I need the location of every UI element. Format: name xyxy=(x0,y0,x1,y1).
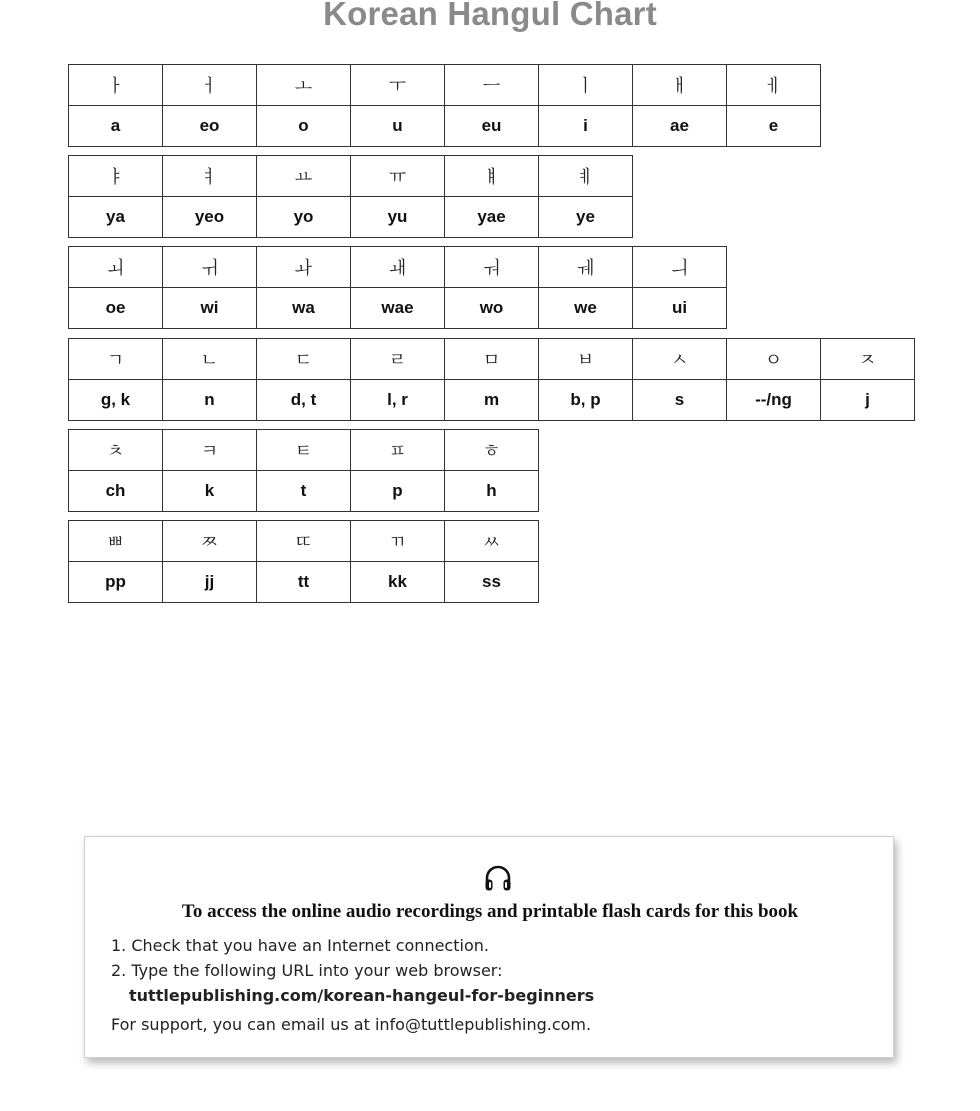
romanization-cell: u xyxy=(351,106,445,147)
romanization-cell: oe xyxy=(69,288,163,329)
vowel-table-y xyxy=(68,155,633,238)
romanization-cell: eo xyxy=(163,106,257,147)
hangul-cell: ㅆ xyxy=(445,521,539,562)
hangul-cell: ㅞ xyxy=(539,247,633,288)
instruction-step-2: 2. Type the following URL into your web browser: xyxy=(111,961,503,980)
support-email-text: For support, you can email us at info@tuttlepublishing.com. xyxy=(111,1015,592,1034)
hangul-cell: ㅑ xyxy=(69,156,163,197)
hangul-cell: ㄸ xyxy=(257,521,351,562)
hangul-cell: ㅚ xyxy=(69,247,163,288)
romanization-cell: l, r xyxy=(351,380,445,421)
romanization-cell: wo xyxy=(445,288,539,329)
romanization-cell: pp xyxy=(69,562,163,603)
hangul-row xyxy=(69,65,821,106)
hangul-cell: ㅔ xyxy=(727,65,821,106)
hangul-cell: ㅝ xyxy=(445,247,539,288)
romanization-cell: e xyxy=(727,106,821,147)
hangul-cell: ㅁ xyxy=(445,339,539,380)
romanization-cell: wae xyxy=(351,288,445,329)
romanization-cell: ya xyxy=(69,197,163,238)
hangul-cell: ㄷ xyxy=(257,339,351,380)
romanization-cell: i xyxy=(539,106,633,147)
roman-row xyxy=(69,562,539,603)
hangul-cell: ㅣ xyxy=(539,65,633,106)
hangul-cell: ㅘ xyxy=(257,247,351,288)
hangul-row xyxy=(69,247,727,288)
roman-row xyxy=(69,288,727,329)
hangul-cell: ㅋ xyxy=(163,430,257,471)
romanization-cell: b, p xyxy=(539,380,633,421)
hangul-cell: ㅕ xyxy=(163,156,257,197)
romanization-cell: eu xyxy=(445,106,539,147)
hangul-cell: ㅐ xyxy=(633,65,727,106)
hangul-row xyxy=(69,430,539,471)
roman-row xyxy=(69,106,821,147)
hangul-row xyxy=(69,339,915,380)
romanization-cell: a xyxy=(69,106,163,147)
romanization-cell: yu xyxy=(351,197,445,238)
romanization-cell: kk xyxy=(351,562,445,603)
romanization-cell: tt xyxy=(257,562,351,603)
hangul-cell: ㅒ xyxy=(445,156,539,197)
romanization-cell: o xyxy=(257,106,351,147)
online-access-box xyxy=(84,836,894,1058)
romanization-cell: wa xyxy=(257,288,351,329)
hangul-cell: ㅈ xyxy=(821,339,915,380)
romanization-cell: ye xyxy=(539,197,633,238)
romanization-cell: n xyxy=(163,380,257,421)
roman-row xyxy=(69,471,539,512)
hangul-cell: ㅏ xyxy=(69,65,163,106)
hangul-row xyxy=(69,521,539,562)
hangul-cell: ㅗ xyxy=(257,65,351,106)
vowel-table-basic xyxy=(68,64,821,147)
hangul-cell: ㄲ xyxy=(351,521,445,562)
romanization-cell: t xyxy=(257,471,351,512)
romanization-cell: we xyxy=(539,288,633,329)
romanization-cell: yae xyxy=(445,197,539,238)
hangul-cell: ㅂ xyxy=(539,339,633,380)
romanization-cell: ui xyxy=(633,288,727,329)
hangul-cell: ㅟ xyxy=(163,247,257,288)
roman-row xyxy=(69,380,915,421)
consonant-table-double xyxy=(68,520,539,603)
vowel-table-w xyxy=(68,246,727,329)
romanization-cell: jj xyxy=(163,562,257,603)
hangul-cell: ㄴ xyxy=(163,339,257,380)
hangul-cell: ㅌ xyxy=(257,430,351,471)
hangul-cell: ㅃ xyxy=(69,521,163,562)
hangul-cell: ㅊ xyxy=(69,430,163,471)
headphones-icon xyxy=(483,863,513,893)
roman-row xyxy=(69,197,633,238)
romanization-cell: m xyxy=(445,380,539,421)
hangul-cell: ㅎ xyxy=(445,430,539,471)
hangul-cell: ㄹ xyxy=(351,339,445,380)
romanization-cell: j xyxy=(821,380,915,421)
hangul-cell: ㄱ xyxy=(69,339,163,380)
romanization-cell: ss xyxy=(445,562,539,603)
romanization-cell: d, t xyxy=(257,380,351,421)
hangul-cell: ㅅ xyxy=(633,339,727,380)
romanization-cell: k xyxy=(163,471,257,512)
consonant-table-basic xyxy=(68,338,915,421)
romanization-cell: p xyxy=(351,471,445,512)
hangul-cell: ㅇ xyxy=(727,339,821,380)
instruction-step-1: 1. Check that you have an Internet connection. xyxy=(111,936,489,955)
resource-url: tuttlepublishing.com/korean-hangeul-for-beginners xyxy=(129,986,595,1005)
hangul-cell: ㅙ xyxy=(351,247,445,288)
hangul-cell: ㅠ xyxy=(351,156,445,197)
hangul-cell: ㅖ xyxy=(539,156,633,197)
romanization-cell: g, k xyxy=(69,380,163,421)
romanization-cell: ae xyxy=(633,106,727,147)
romanization-cell: --/ng xyxy=(727,380,821,421)
romanization-cell: yeo xyxy=(163,197,257,238)
romanization-cell: s xyxy=(633,380,727,421)
hangul-cell: ㅜ xyxy=(351,65,445,106)
consonant-table-aspirated xyxy=(68,429,539,512)
instructions-list xyxy=(111,933,594,1008)
romanization-cell: wi xyxy=(163,288,257,329)
hangul-cell: ㅢ xyxy=(633,247,727,288)
romanization-cell: yo xyxy=(257,197,351,238)
hangul-cell: ㅛ xyxy=(257,156,351,197)
hangul-row xyxy=(69,156,633,197)
hangul-cell: ㅓ xyxy=(163,65,257,106)
romanization-cell: ch xyxy=(69,471,163,512)
hangul-cell: ㅡ xyxy=(445,65,539,106)
hangul-cell: ㅍ xyxy=(351,430,445,471)
romanization-cell: h xyxy=(445,471,539,512)
page-title: Korean Hangul Chart xyxy=(323,0,657,32)
hangul-cell: ㅉ xyxy=(163,521,257,562)
info-heading: To access the online audio recordings and printable flash cards for this book xyxy=(181,901,799,922)
